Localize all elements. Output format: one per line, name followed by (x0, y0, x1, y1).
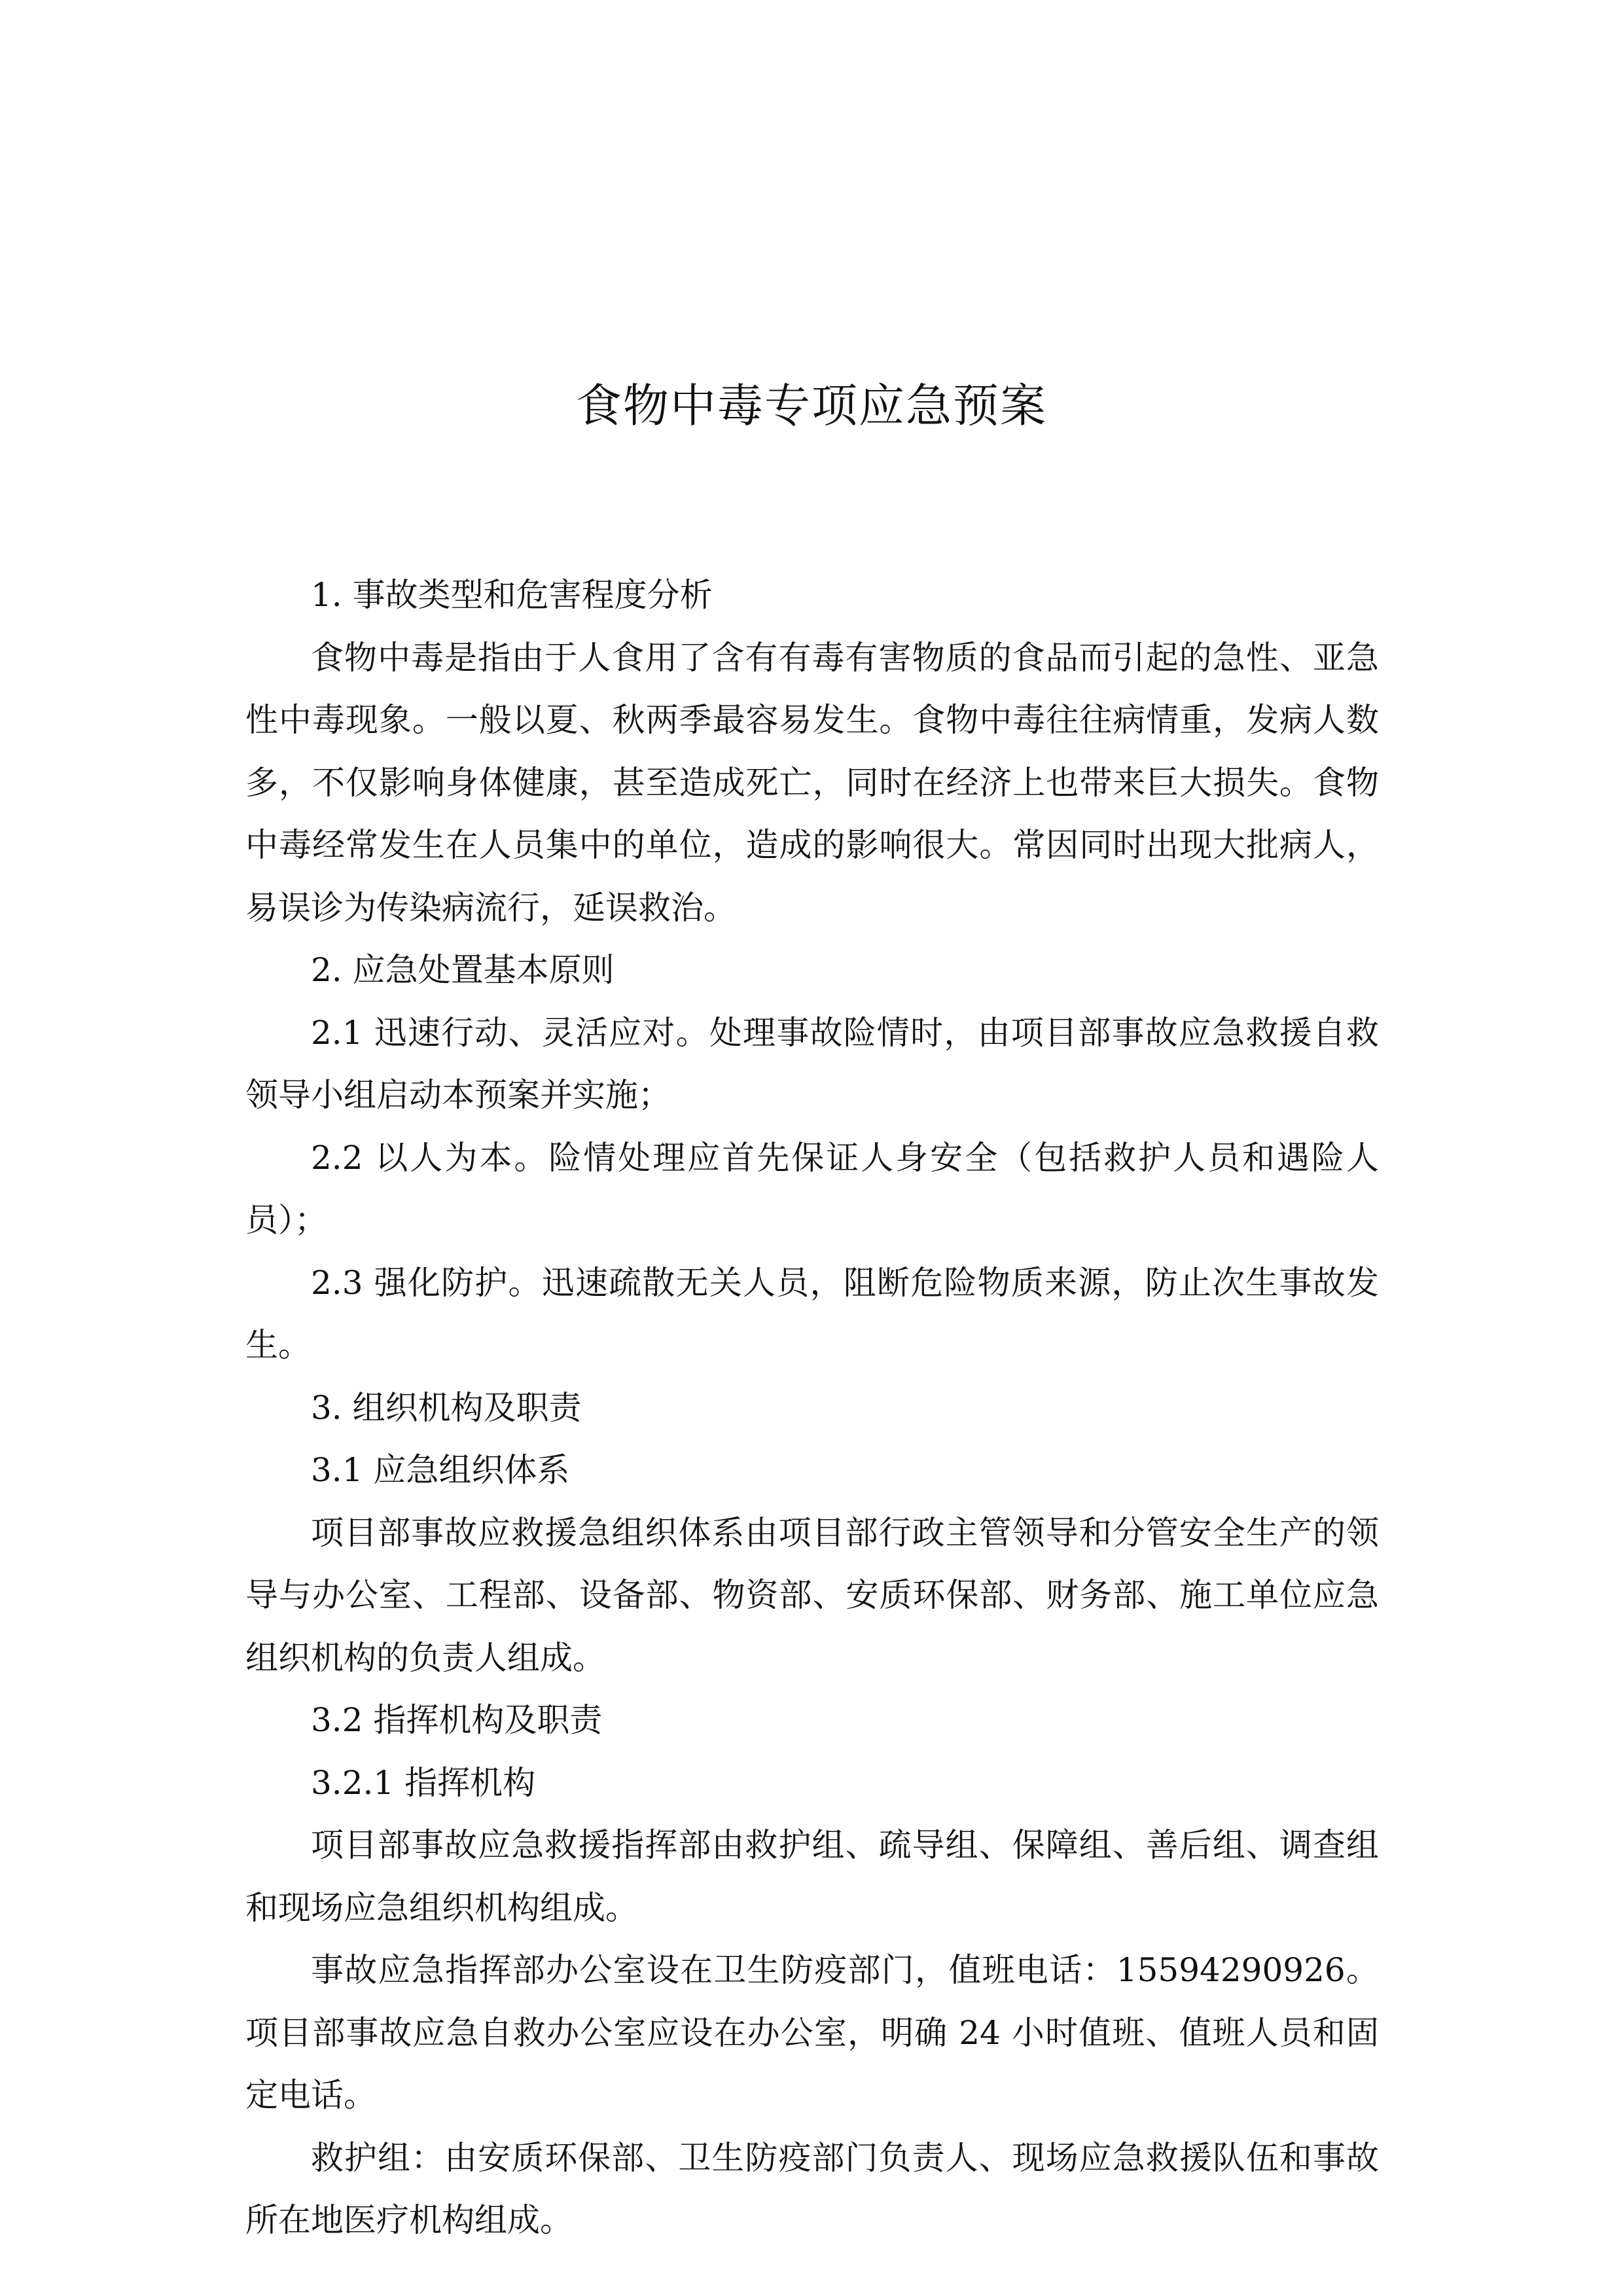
subsection-heading-3-2: 3.2 指挥机构及职责 (311, 1701, 603, 1739)
section-heading-3: 3. 组织机构及职责 (311, 1388, 582, 1427)
subsection-heading-3-2-1: 3.2.1 指挥机构 (311, 1763, 536, 1802)
section-heading-1: 1. 事故类型和危害程度分析 (311, 576, 713, 614)
paragraph-principle-2-2: 2.2 以人为本。险情处理应首先保证人身安全（包括救护人员和遇险人员）； (245, 1138, 1379, 1239)
subsection-heading-3-1: 3.1 应急组织体系 (311, 1451, 570, 1489)
paragraph-rescue-group: 救护组：由安质环保部、卫生防疫部门负责人、现场应急救援队伍和事故所在地医疗机构组成。 (245, 2138, 1379, 2239)
paragraph-command-office: 事故应急指挥部办公室设在卫生防疫部门，值班电话：15594290926。项目部事故应急自救办公室应设在办公室，明确 24 小时值班、值班人员和固定电话。 (245, 1951, 1379, 2114)
section-heading-2: 2. 应急处置基本原则 (311, 951, 615, 989)
paragraph-principle-2-1: 2.1 迅速行动、灵活应对。处理事故险情时，由项目部事故应急救援自救领导小组启动本预案并实施； (245, 1013, 1379, 1114)
document-body (245, 564, 1379, 2252)
paragraph-command-structure: 项目部事故应急救援指挥部由救护组、疏导组、保障组、善后组、调查组和现场应急组织机构组成。 (245, 1826, 1379, 1927)
paragraph-organization-system: 项目部事故应救援急组织体系由项目部行政主管领导和分管安全生产的领导与办公室、工程部、设备部、物资部、安质环保部、财务部、施工单位应急组织机构的负责人组成。 (245, 1513, 1379, 1677)
paragraph-principle-2-3: 2.3 强化防护。迅速疏散无关人员，阻断危险物质来源，防止次生事故发生。 (245, 1263, 1379, 1364)
document-title: 食物中毒专项应急预案 (576, 379, 1047, 433)
paragraph-hazard-analysis: 食物中毒是指由于人食用了含有有毒有害物质的食品而引起的急性、亚急性中毒现象。一般以夏、秋两季最容易发生。食物中毒往往病情重，发病人数多，不仅影响身体健康，甚至造成死亡，同时在经济上也带来巨大损失。食物中毒经常发生在人员集中的单位，造成的影响很大。常因同时出现大批病人，易误诊为传染病流行，延误救治。 (245, 638, 1379, 927)
